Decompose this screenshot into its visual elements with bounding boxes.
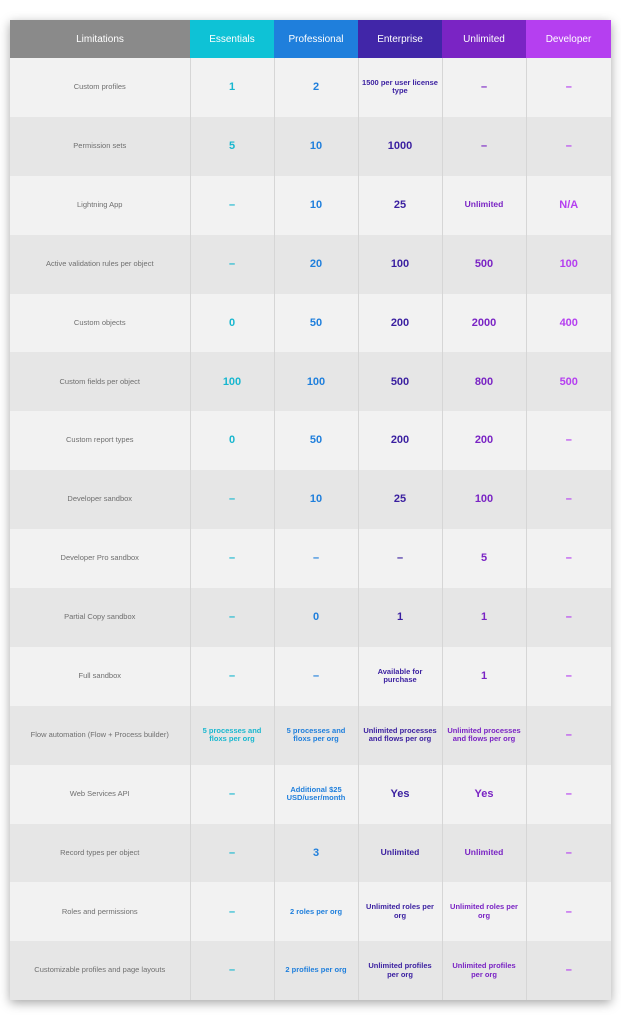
cell-unlimited: 2000 (442, 294, 526, 353)
cell-developer: – (526, 824, 611, 883)
row-label: Custom profiles (10, 58, 190, 117)
table-row (10, 824, 611, 883)
header-unlimited: Unlimited (442, 20, 526, 58)
cell-professional: 10 (274, 176, 358, 235)
table-row (10, 647, 611, 706)
cell-developer: – (526, 706, 611, 765)
cell-professional: 3 (274, 824, 358, 883)
cell-professional: – (274, 647, 358, 706)
row-label: Active validation rules per object (10, 235, 190, 294)
cell-unlimited: 200 (442, 411, 526, 470)
cell-unlimited: 1 (442, 647, 526, 706)
cell-enterprise: 200 (358, 294, 442, 353)
row-label: Flow automation (Flow + Process builder) (10, 706, 190, 765)
header-professional: Professional (274, 20, 358, 58)
cell-developer: – (526, 58, 611, 117)
cell-essentials: – (190, 824, 274, 883)
cell-developer: 400 (526, 294, 611, 353)
cell-essentials: – (190, 588, 274, 647)
cell-professional: 10 (274, 470, 358, 529)
table-row (10, 235, 611, 294)
cell-enterprise: Unlimited processes and flows per org (358, 706, 442, 765)
row-label: Full sandbox (10, 647, 190, 706)
cell-unlimited: Unlimited (442, 824, 526, 883)
cell-unlimited: Unlimited profiles per org (442, 941, 526, 1000)
table-body (10, 58, 611, 1000)
cell-professional: 2 profiles per org (274, 941, 358, 1000)
cell-essentials: 5 processes and floxs per org (190, 706, 274, 765)
header-enterprise: Enterprise (358, 20, 442, 58)
table-row (10, 411, 611, 470)
cell-essentials: – (190, 470, 274, 529)
table-row (10, 294, 611, 353)
cell-professional: 20 (274, 235, 358, 294)
header-developer: Developer (526, 20, 611, 58)
cell-enterprise: 100 (358, 235, 442, 294)
cell-unlimited: – (442, 58, 526, 117)
cell-developer: – (526, 411, 611, 470)
cell-enterprise: 25 (358, 470, 442, 529)
cell-unlimited: 800 (442, 352, 526, 411)
cell-professional: 5 processes and floxs per org (274, 706, 358, 765)
row-label: Web Services API (10, 765, 190, 824)
cell-enterprise: Yes (358, 765, 442, 824)
cell-enterprise: 500 (358, 352, 442, 411)
row-label: Developer sandbox (10, 470, 190, 529)
cell-professional: Additional $25 USD/user/month (274, 765, 358, 824)
row-label: Permission sets (10, 117, 190, 176)
cell-essentials: – (190, 647, 274, 706)
table-row (10, 352, 611, 411)
cell-enterprise: 1000 (358, 117, 442, 176)
row-label: Custom objects (10, 294, 190, 353)
cell-developer: – (526, 765, 611, 824)
cell-enterprise: – (358, 529, 442, 588)
cell-essentials: – (190, 529, 274, 588)
cell-developer: 100 (526, 235, 611, 294)
cell-professional: 50 (274, 294, 358, 353)
table-row (10, 706, 611, 765)
cell-developer: – (526, 882, 611, 941)
cell-enterprise: 1 (358, 588, 442, 647)
cell-essentials: 100 (190, 352, 274, 411)
row-label: Custom fields per object (10, 352, 190, 411)
cell-professional: 2 (274, 58, 358, 117)
cell-unlimited: 100 (442, 470, 526, 529)
cell-developer: – (526, 117, 611, 176)
header-limitations: Limitations (10, 20, 190, 58)
comparison-table-card (10, 20, 611, 1000)
cell-essentials: – (190, 765, 274, 824)
cell-enterprise: 1500 per user license type (358, 58, 442, 117)
row-label: Roles and permissions (10, 882, 190, 941)
cell-essentials: 0 (190, 294, 274, 353)
table-row (10, 117, 611, 176)
table-row (10, 882, 611, 941)
cell-unlimited: Unlimited roles per org (442, 882, 526, 941)
cell-unlimited: Yes (442, 765, 526, 824)
cell-essentials: – (190, 882, 274, 941)
row-label: Record types per object (10, 824, 190, 883)
cell-unlimited: 5 (442, 529, 526, 588)
cell-developer: – (526, 588, 611, 647)
cell-enterprise: Unlimited profiles per org (358, 941, 442, 1000)
cell-unlimited: 1 (442, 588, 526, 647)
row-label: Developer Pro sandbox (10, 529, 190, 588)
cell-essentials: 0 (190, 411, 274, 470)
cell-essentials: – (190, 235, 274, 294)
table-row (10, 941, 611, 1000)
cell-developer: – (526, 470, 611, 529)
edition-limits-table (10, 20, 611, 1000)
table-row (10, 470, 611, 529)
cell-developer: N/A (526, 176, 611, 235)
cell-professional: – (274, 529, 358, 588)
cell-essentials: 1 (190, 58, 274, 117)
cell-unlimited: Unlimited (442, 176, 526, 235)
cell-essentials: – (190, 176, 274, 235)
cell-unlimited: Unlimited processes and flows per org (442, 706, 526, 765)
cell-professional: 2 roles per org (274, 882, 358, 941)
cell-professional: 0 (274, 588, 358, 647)
cell-enterprise: Available for purchase (358, 647, 442, 706)
row-label: Lightning App (10, 176, 190, 235)
cell-essentials: 5 (190, 117, 274, 176)
cell-professional: 100 (274, 352, 358, 411)
table-row (10, 588, 611, 647)
row-label: Customizable profiles and page layouts (10, 941, 190, 1000)
cell-professional: 50 (274, 411, 358, 470)
cell-developer: – (526, 529, 611, 588)
cell-unlimited: 500 (442, 235, 526, 294)
table-row (10, 529, 611, 588)
row-label: Partial Copy sandbox (10, 588, 190, 647)
table-row (10, 765, 611, 824)
table-row (10, 176, 611, 235)
cell-developer: 500 (526, 352, 611, 411)
cell-developer: – (526, 941, 611, 1000)
cell-enterprise: 25 (358, 176, 442, 235)
cell-enterprise: 200 (358, 411, 442, 470)
cell-enterprise: Unlimited (358, 824, 442, 883)
table-header-row (10, 20, 611, 58)
cell-essentials: – (190, 941, 274, 1000)
cell-enterprise: Unlimited roles per org (358, 882, 442, 941)
cell-professional: 10 (274, 117, 358, 176)
header-essentials: Essentials (190, 20, 274, 58)
row-label: Custom report types (10, 411, 190, 470)
cell-unlimited: – (442, 117, 526, 176)
cell-developer: – (526, 647, 611, 706)
table-row (10, 58, 611, 117)
